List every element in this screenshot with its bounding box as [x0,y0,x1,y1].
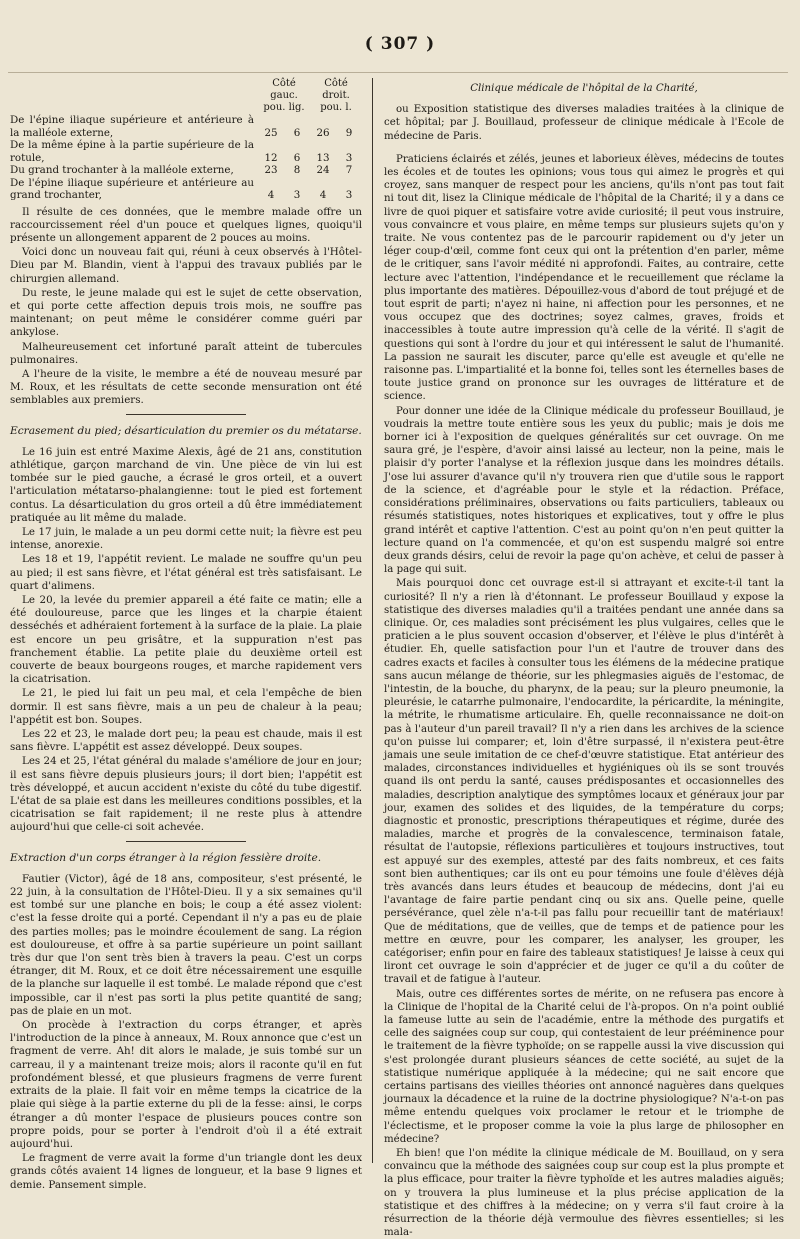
measurement-label: De la même épine à la partie supérieure de la rotule, [10,139,254,164]
section-extraction-body [10,873,362,1192]
right-lignes: 7 [345,164,353,176]
paragraph: Les 22 et 23, le malade dort peu; la peau est chaude, mais il est sans fièvre. L'appétit est assez développé. Deux soupes. [10,728,362,754]
intro-paragraphs [10,206,362,408]
section-title-extraction: Extraction d'un corps étranger à la région fessière droite. [10,851,322,864]
measurement-label: De l'épine iliaque supérieure et antérieure au grand trochanter, [10,176,254,201]
paragraph: Le 16 juin est entré Maxime Alexis, âgé de 21 ans, constitution athlétique, garçon marchand de vin. Une pièce de vin lui est tombée sur le pied gauche, a écrasé le gros orteil, et a ouvert l'articulation métatarso-phalangienne: tout le pied est fortement contus. La désarticulation du gros orteil a dû être immédiatement pratiquée au lit même du malade. [10,445,362,524]
left-pouces: 4 [267,189,275,201]
measurement-table [10,78,362,202]
section-separator [126,414,246,415]
paragraph: Voici donc un nouveau fait qui, réuni à ceux observés à l'Hôtel-Dieu par M. Blandin, vient à l'appui des travaux publiés par le chirurgien allemand. [10,246,362,285]
top-rule [8,72,788,73]
paragraph: Le 20, la levée du premier appareil a été faite ce matin; elle a été douloureuse, parce que les linges et la charpie étaient desséchés et adhéraient fortement à la surface de la plaie. La plaie est encore un peu grisâtre, et la suppuration n'est pas franchement établie. La petite plaie du deuxième orteil est couverte de beaux bourgeons rouges, et marche rapidement vers la cicatrisation. [10,593,362,686]
measurement-row [10,139,362,164]
left-pouces: 25 [264,126,278,139]
header-left-side: Côté gauc. pou. lig. [263,78,305,113]
paragraph: Le 21, le pied lui fait un peu mal, et cela l'empêche de bien dormir. Il est sans fièvre, mais a un peu de chaleur à la peau; l'appétit est bon. Soupes. [10,687,362,726]
section-separator [126,841,246,842]
measurement-label: De l'épine iliaque supérieure et antérieure à la malléole externe, [10,114,254,139]
paragraph: Les 18 et 19, l'appétit revient. Le malade ne souffre qu'un peu au pied; il est sans fièvre, et l'état général est très satisfaisant. Le quart d'alimens. [10,553,362,592]
article-body [384,153,784,1239]
paragraph: Mais, outre ces différentes sortes de mérite, on ne refusera pas encore à la Clinique de l'hopital de la Charité celui de l'à-propos. On n'a point oublié la fameuse lutte au sein de l'académie, entre la méthode des purgatifs et celle des saignées coup sur coup, qui contestaient de leur prééminence pour le traitement de la fièvre typhoïde; on se rappelle aussi la vive discussion qui s'est prolongée durant plusieurs séances de cette société, au sujet de la statistique numérique appliquée à la médecine; qui ne sait encore que certains partisans des vieilles théories ont annoncé naguères dans quelques journaux la décadence et la ruine de la doctrine physiologique? N'a-t-on pas même entendu quelques voix proclamer le retour et le triomphe de l'éclectisme, et le proposer comme la voie la plus large de philosopher en médecine? [384,988,784,1145]
paragraph: Pour donner une idée de la Clinique médicale du professeur Bouillaud, je voudrais la mettre toute entière sous les yeux du public; mais je dois me borner ici à l'exposition de quelques généralités sur cet ouvrage. On me saura gré, je l'espère, d'avoir ainsi laissé au lecteur, non la peine, mais le plaisir d'y porter l'analyse et la réflexion jusque dans les moindres détails. J'ose lui assurer d'avance qu'il n'y trouvera rien que d'utile sous le rapport de la science, et d'agréable pour le style et la rédaction. Préface, considérations préliminaires, observations ou faits particuliers, tableaux ou résumés statistiques, notes historiques et explicatives, tout y offre le plus grand intérêt et captive l'attention. C'est au point qu'on n'en peut quitter la lecture quand on l'a commencée, et qu'on est suspendu malgré soi entre deux grands désirs, celui de revoir la page qu'on achève, et celui de passer à la page qui suit. [384,405,784,576]
right-pouces: 26 [316,126,330,139]
right-lignes: 3 [345,151,353,164]
section-ecrasement-body [10,446,362,835]
left-pouces: 23 [264,164,278,176]
left-column [10,78,362,1191]
paragraph: Fautier (Victor), âgé de 18 ans, compositeur, s'est présenté, le 22 juin, à la consultation de l'Hôtel-Dieu. Il y a six semaines qu'il est tombé sur une planche en bois; le coup a été assez violent: c'est la fesse droite qui a porté. Cependant il n'y a pas eu de plaie des parties molles; pas le moindre écoulement de sang. La région est douloureuse, et offre à sa partie supérieure un point saillant très dur que l'on sent très bien à travers la peau. C'est un corps étranger, dit M. Roux, et ce doit être nécessairement une esquille de la planche sur laquelle il est tombé. Le malade répond que c'est impossible, car il n'est pas sorti la plus petite quantité de sang; pas de plaie en un mot. [10,872,362,1017]
right-pouces: 4 [319,189,327,201]
paragraph: Il résulte de ces données, que le membre malade offre un raccourcissement réel d'un pouce et quelques lignes, quoiqu'il présente un allongement apparent de 2 pouces au moins. [10,205,362,244]
paragraph: Malheureusement cet infortuné paraît atteint de tubercules pulmonaires. [10,340,362,366]
paragraph: Le 17 juin, le malade a un peu dormi cette nuit; la fièvre est peu intense, anorexie. [10,525,362,552]
left-lignes: 3 [293,189,301,201]
measurement-label: Du grand trochanter à la malléole externe, [10,164,234,176]
right-lignes: 9 [345,126,353,139]
right-column [384,78,784,1239]
paragraph: Praticiens éclairés et zélés, jeunes et laborieux élèves, médecins de toutes les écoles et de toutes les opinions; vous tous qui aimez le progrès et qui croyez, sans manquer de respect pour les anciens, qu'ils n'ont pas tout fait ni tout dit, lisez la Clinique médicale de l'hôpital de la Charité; il y a dans ce livre de quoi piquer et satisfaire votre avide curiosité; il peut vous instruire, vous convaincre et vous plaire, en même temps sur plusieurs sujets qu'on y traite. Ne vous contentez pas de le parcourir rapidement ou d'y jeter un léger coup-d'œil, comme font ceux qui ont la prétention d'en parler, même de le critiquer, sans l'avoir médité ni approfondi. Faites, au contraire, cette lecture avec l'attention, l'indépendance et le recueillement que réclame la plus importante des matières. Dépouillez-vous d'abord de tout préjugé et de tout esprit de parti; n'ayez ni haine, ni affection pour les personnes, et ne vous occupez que des doctrines; soyez calmes, graves, froids et inaccessibles à toute autre impression qu'à celle de la vérité. Il s'agit de questions qui sont à l'ordre du jour et qui intéressent le salut de l'humanité. La passion ne saurait les discuter, parce qu'elle est aveugle et qu'elle ne raisonne pas. L'impartialité et la bonne foi, telles sont les éternelles bases de toute justice grand on prononce sur les ouvrages de littérature et de science. [384,153,784,403]
measurement-header-row [10,78,362,114]
paragraph: Mais pourquoi donc cet ouvrage est-il si attrayant et excite-t-il tant la curiosité? Il n'y a rien là d'étonnant. Le professeur Bouillaud y expose la statistique des diverses maladies qu'il a traitées pendant une année dans sa clinique. Or, ces maladies sont précisément les plus vulgaires, celles que le praticien a le plus souvent occasion d'observer, et l'élève le plus d'intérêt à étudier. Eh, quelle satisfaction pour l'un et l'autre de trouver dans des cadres exacts et faciles à consulter tous les élémens de la médecine pratique sans aucun mélange de théorie, sur les phlegmasies aiguës de l'estomac, de l'intestin, de la bouche, du pharynx, de la peau; sur la pleuro pneumonie, la pleurésie, le catarrhe pulmonaire, l'endocardite, la péricardite, la méningite, la métrite, le rhumatisme articulaire. Eh, quelle reconnaissance ne doit-on pas à l'auteur d'un pareil travail? Il n'y a rien dans les archives de la science qu'on puisse lui comparer; et, loin d'être surpassé, il n'existera peut-être jamais une seule imitation de ce chef-d'œuvre statistique. Etat antérieur des malades, circonstances individuelles et hygiéniques où ils se sont trouvés quand ils ont perdu la santé, causes prédisposantes et occasionnelles des maladies, description analytique des symptômes locaux et généraux jour par jour, examen des solides et des liquides, de la température du corps; diagnostic et pronostic, prescriptions thérapeutiques et régime, durée des maladies, marche et progrès de la convalescence, terminaison fatale, résultat de l'autopsie, réflexions particulières et toujours instructives, tout est appuyé sur des exemples, attesté par des faits nombreux, et ces faits sont bien authentiques; car ils ont eu pour témoins une foule d'élèves déjà très avancés dans leurs études et beaucoup de médecins, dont j'ai eu l'avantage de faire partie pendant cinq ou six ans. Quelle peine, quelle persévérance, quel zèle n'a-t-il pas fallu pour recueillir tant de matériaux! Que de méditations, que de veilles, que de temps et de patience pour les mettre en œuvre, pour les comparer, les analyser, les grouper, les catégoriser; enfin pour en faire des tableaux statistiques! Je laisse à ceux qui liront cet ouvrage le soin d'apprécier et de juger ce qu'il a du coûter de travail et de fatigue à l'auteur. [384,578,784,986]
article-subtitle: ou Exposition statistique des diverses maladies traitées à la clinique de cet hôpital; par J. Bouillaud, professeur de clinique médicale à l'Ecole de médecine de Paris. [384,104,784,142]
measurement-row [10,114,362,139]
paragraph: A l'heure de la visite, le membre a été de nouveau mesuré par M. Roux, et les résultats de cette seconde mensuration ont été semblables aux premiers. [10,367,362,407]
left-pouces: 12 [264,151,278,164]
paragraph: On procède à l'extraction du corps étranger, et après l'introduction de la pince à anneaux, M. Roux annonce que c'est un fragment de verre. Ah! dit alors le malade, je suis tombé sur un carreau, il y a maintenant treize mois; alors il raconte qu'il en fut profondément blessé, et que plusieurs fragmens de verre furent extraits de la plaie. Il fait voir en même temps la cicatrice de la plaie qui siège à la partie externe du pli de la fesse: ainsi, le corps étranger a dû monter l'espace de plusieurs pouces contre son propre poids, pour se porter à l'endroit d'où il a été extrait aujourd'hui. [10,1019,362,1150]
right-pouces: 24 [316,164,330,176]
header-right-side: Côté droit. pou. l. [320,78,352,113]
right-lignes: 3 [345,189,353,201]
measurement-row [10,164,362,177]
page-number: ( 307 ) [364,34,436,54]
paragraph: Les 24 et 25, l'état général du malade s'améliore de jour en jour; il est sans fièvre depuis plusieurs jours; il dort bien; l'appétit est très développé, et aucun accident n'existe du côté du tube digestif. L'état de sa plaie est dans les meilleures conditions possibles, et la cicatrisation se fait rapidement; il ne reste plus à attendre aujourd'hui que celle-ci soit achevée. [10,755,362,834]
measurement-row [10,177,362,202]
right-pouces: 13 [316,151,330,164]
left-lignes: 8 [293,164,301,176]
article-title: Clinique médicale de l'hôpital de la Charité, [470,83,698,94]
left-lignes: 6 [293,151,301,164]
paragraph: Du reste, le jeune malade qui est le sujet de cette observation, et qui porte cette affection depuis trois mois, ne souffre pas maintenant; on peut même le considérer comme guéri par ankylose. [10,286,362,339]
section-title-ecrasement: Ecrasement du pied; désarticulation du premier os du métatarse. [10,424,362,437]
column-divider [372,78,373,1163]
paragraph: Eh bien! que l'on médite la clinique médicale de M. Bouillaud, on y sera convaincu que la méthode des saignées coup sur coup est la plus prompte et la plus efficace, pour traiter la fièvre typhoïde et les autres maladies aiguës; on y trouvera la plus lumineuse et la plus précise application de la statistique et des chiffres à la médecine; on y verra s'il faut croire à la résurrection de la théorie déjà vermoulue des fièvres essentielles; si les mala- [384,1148,784,1239]
left-lignes: 6 [293,126,301,139]
paragraph: Le fragment de verre avait la forme d'un triangle dont les deux grands côtés avaient 14 lignes de longueur, et la base 9 lignes et demie. Pansement simple. [10,1152,362,1191]
